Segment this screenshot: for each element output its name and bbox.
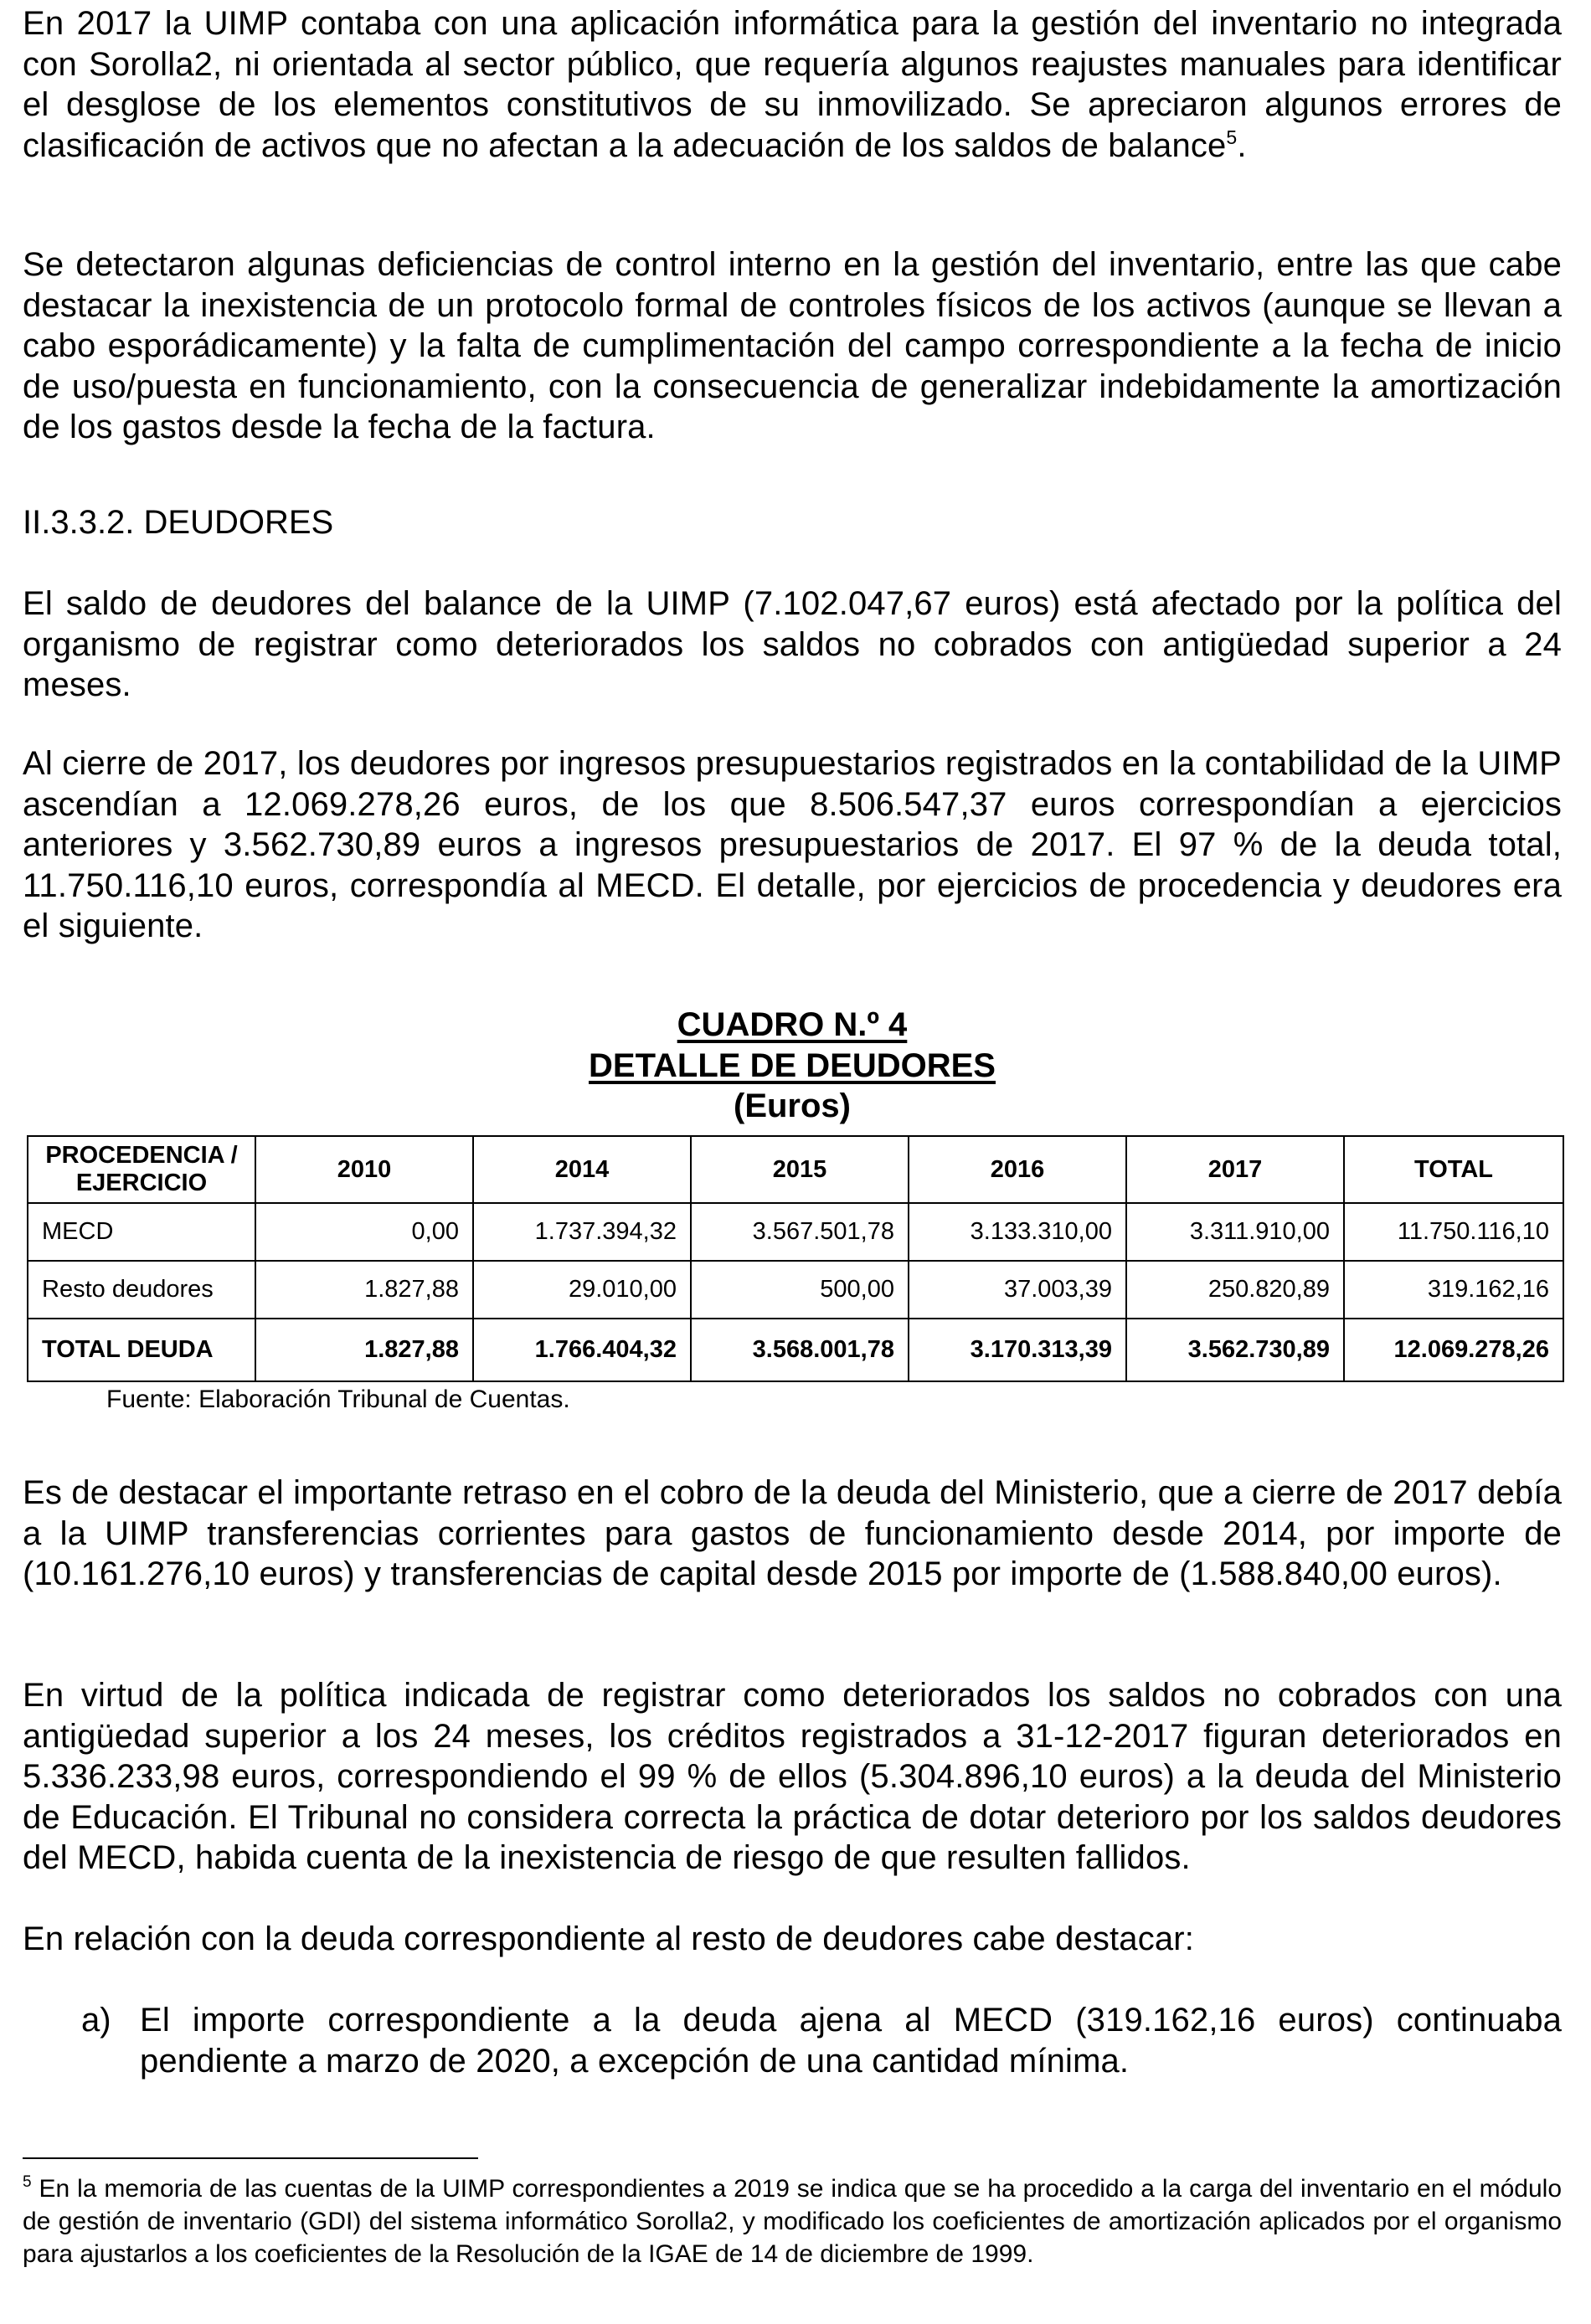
table-cell-label: MECD: [28, 1203, 255, 1261]
table-cell: 3.170.313,39: [909, 1319, 1126, 1381]
table-cell: 3.567.501,78: [691, 1203, 909, 1261]
table-cell: 1.766.404,32: [473, 1319, 691, 1381]
table-caption-title: DETALLE DE DEUDORES: [589, 1046, 996, 1084]
column-header-2014: 2014: [473, 1136, 691, 1203]
list-item-text: El importe correspondiente a la deuda ajena al MECD (319.162,16 euros) continuaba pendiente a marzo de 2020, a excepción de una cantidad mínima.: [140, 2002, 1562, 2080]
column-header-procedencia: PROCEDENCIA / EJERCICIO: [28, 1136, 255, 1203]
debtors-table: [27, 1135, 1564, 1382]
footnote-reference[interactable]: 5: [1226, 126, 1238, 148]
list-item-a: [81, 2000, 1562, 2081]
table-cell: 12.069.278,26: [1344, 1319, 1563, 1381]
table-cell: 37.003,39: [909, 1261, 1126, 1319]
table-cell: 250.820,89: [1126, 1261, 1344, 1319]
table-row-resto-deudores: [28, 1261, 1563, 1319]
table-cell: 29.010,00: [473, 1261, 691, 1319]
table-cell: 500,00: [691, 1261, 909, 1319]
table-header-row: [28, 1136, 1563, 1203]
table-cell-label: TOTAL DEUDA: [28, 1319, 255, 1381]
table-cell: 1.827,88: [255, 1261, 473, 1319]
paragraph-impairment-policy: En virtud de la política indicada de registrar como deteriorados los saldos no cobrados con una antigüedad superior a los 24 meses, los créditos registrados a 31-12-2017 figuran deteriorados en 5.336.233,98 euros, correspondiendo el 99 % de ellos (5.304.896,10 euros) a la deuda del Ministerio de Educación. El Tribunal no considera correcta la práctica de dotar deterioro por los saldos deudores del MECD, habida cuenta de la inexistencia de riesgo de que resulten fallidos.: [23, 1677, 1562, 1876]
table-cell: 319.162,16: [1344, 1261, 1563, 1319]
paragraph-other-debtors-intro: En relación con la deuda correspondiente al resto de deudores cabe destacar:: [23, 1920, 1194, 1957]
column-header-2010: 2010: [255, 1136, 473, 1203]
list-marker: a): [81, 2002, 111, 2039]
footnote-separator: [23, 2157, 478, 2159]
column-header-2016: 2016: [909, 1136, 1126, 1203]
table-cell: 1.737.394,32: [473, 1203, 691, 1261]
column-header-2017: 2017: [1126, 1136, 1344, 1203]
column-header-2015: 2015: [691, 1136, 909, 1203]
table-caption: [23, 1005, 1562, 1127]
paragraph-budget-debtors: Al cierre de 2017, los deudores por ingresos presupuestarios registrados en la contabilidad de la UIMP ascendían a 12.069.278,26 euros, de los que 8.506.547,37 euros correspondían a ejercicios anteriores y 3.562.730,89 euros a ingresos presupuestarios de 2017. El 97 % de la deuda total, 11.750.116,10 euros, correspondía al MECD. El detalle, por ejercicios de procedencia y deudores era el siguiente.: [23, 745, 1562, 944]
column-header-total: TOTAL: [1344, 1136, 1563, 1203]
paragraph-internal-control: Se detectaron algunas deficiencias de control interno en la gestión del inventario, entre las que cabe destacar la inexistencia de un protocolo formal de controles físicos de los activos (aunque se llevan a cabo esporádicamente) y la falta de cumplimentación del campo correspondiente a la fecha de inicio de uso/puesta en funcionamiento, con la consecuencia de generalizar indebidamente la amortización de los gastos desde la fecha de la factura.: [23, 246, 1562, 445]
table-row-mecd: [28, 1203, 1563, 1261]
paragraph-ministry-delay: Es de destacar el importante retraso en el cobro de la deuda del Ministerio, que a cierre de 2017 debía a la UIMP transferencias corrientes para gastos de funcionamiento desde 2014, por importe de (10.161.276,10 euros) y transferencias de capital desde 2015 por importe de (1.588.840,00 euros).: [23, 1474, 1562, 1592]
paragraph-debtor-balance: El saldo de deudores del balance de la UIMP (7.102.047,67 euros) está afectado por la política del organismo de registrar como deteriorados los saldos no cobrados con antigüedad superior a 24 meses.: [23, 585, 1562, 703]
table-cell: 1.827,88: [255, 1319, 473, 1381]
table-cell: 3.562.730,89: [1126, 1319, 1344, 1381]
table-row-total-deuda: [28, 1319, 1563, 1381]
table-cell: 3.568.001,78: [691, 1319, 909, 1381]
footnote: [23, 2172, 1562, 2270]
table-cell: 3.311.910,00: [1126, 1203, 1344, 1261]
table-cell: 11.750.116,10: [1344, 1203, 1563, 1261]
footnote-text: En la memoria de las cuentas de la UIMP correspondientes a 2019 se indica que se ha procedido a la carga del inventario en el módulo de gestión de inventario (GDI) del sistema informático Sorolla2, y modificado los coeficientes de amortización aplicados por el organismo para ajustarlos a los coeficientes de la Resolución de la IGAE de 14 de diciembre de 1999.: [23, 2175, 1562, 2268]
footnote-number: 5: [23, 2173, 32, 2191]
table-caption-units: (Euros): [734, 1087, 851, 1124]
table-cell: 3.133.310,00: [909, 1203, 1126, 1261]
table-caption-number: CUADRO N.º 4: [677, 1006, 908, 1043]
paragraph-inventory-application: En 2017 la UIMP contaba con una aplicación informática para la gestión del inventario no integrada con Sorolla2, ni orientada al sector público, que requería algunos reajustes manuales para identificar el desglose de los elementos constitutivos de su inmovilizado. Se apreciaron algunos errores de clasificación de activos que no afectan a la adecuación de los saldos de balance$^5$.: [23, 5, 1562, 164]
table-cell: 0,00: [255, 1203, 473, 1261]
table-source-note: Fuente: Elaboración Tribunal de Cuentas.: [106, 1386, 570, 1413]
table-cell-label: Resto deudores: [28, 1261, 255, 1319]
section-heading-deudores: II.3.3.2. DEUDORES: [23, 504, 334, 541]
